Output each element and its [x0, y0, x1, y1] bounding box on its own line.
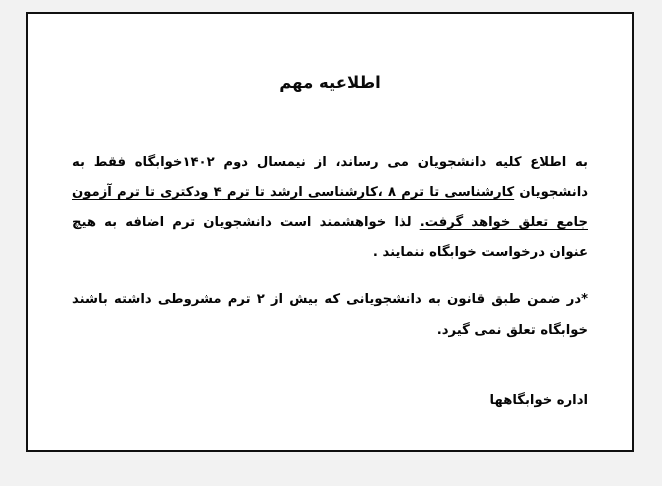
- paragraph-1: [72, 148, 588, 267]
- paragraph-1-underlined: کارشناسی تا ترم ۸ ،کارشناسی ارشد تا ترم ۴ ودکتری تا ترم آزمون جامع تعلق خواهد گرفت.: [72, 185, 588, 230]
- announcement-page: [26, 12, 634, 452]
- signature-line: اداره خوابگاهها: [489, 393, 588, 408]
- page-title: اطلاعیه مهم: [279, 73, 381, 92]
- announcement-text: [72, 148, 588, 346]
- paragraph-2: *در ضمن طبق قانون به دانشجویانی که بیش از ۲ ترم مشروطی داشته باشند خوابگاه تعلق نمی گیرد.: [72, 292, 588, 338]
- paragraph-1-lead: به اطلاع کلیه دانشجویان می رساند، از نیمسال دوم ۱۴۰۲خوابگاه فقط به دانشجویان: [72, 155, 589, 201]
- paragraph-1-tail: لذا خواهشمند است دانشجویان ترم اضافه به هیچ عنوان درخواست خوابگاه ننمایند .: [72, 214, 588, 260]
- document-body: [28, 14, 632, 450]
